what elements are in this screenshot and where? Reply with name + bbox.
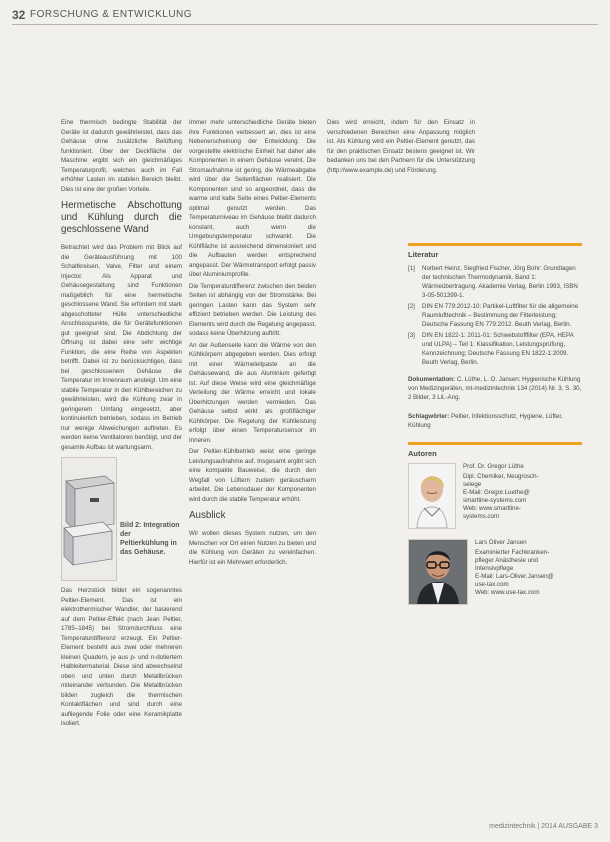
author-details bbox=[475, 539, 582, 605]
literature-item bbox=[408, 331, 582, 367]
body-paragraph: Betrachtet wird das Problem mit Blick auf die Geräteausführung mit 100 Schaltkreisen, Valve, Filter und einem Injector. Als Apparat und Gehäusegestaltung sind Funktionen maßgeblich für eine hermetische geschlossene Wand. Sie erfordern mit stark abgeschotteter Hülle unterschiedliche Anschlusspunkte, die für Gerätefunktionen gut geeignet sind. Die Abdichtung der Öffnung ist dabei eine sehr wichtige Funktion, die eine Reihe von Aspekten betrifft. Dabei ist zu berücksichtigen, dass bei geschlossenem Gehäuse die Temperatur im Innenraum ansteigt. Um eine stabile Temperatur in den Kühlbereichen zu gewährleisten, wird die Kühlung zwar in geringerem Umfang eingesetzt, aber kontinuierlich betrieben, sodass im Betrieb nur wenige Abweichungen auftreten. Es werden keine Ventilatoren benötigt, und der gesamte Aufbau ist wartungsarm. bbox=[61, 244, 182, 451]
literature-item bbox=[408, 302, 582, 329]
page-number: 32 bbox=[12, 8, 26, 22]
author-detail-line: Intensivpflege bbox=[475, 565, 514, 572]
literature-list bbox=[408, 264, 582, 367]
literature-number: [3] bbox=[408, 332, 415, 339]
body-paragraph: Immer mehr unterschiedliche Geräte bieten ihre Funktionen verbessert an, dies ist eine Nebenerscheinung der Entwicklung. Die vorgestellte elektrische Einheit hat daher alle Komponenten in einem Gehäuse vereint. Die Stromaufnahme ist gering, die Wärmeabgabe wird über die Seitenflächen realisiert. Die Komponenten sind so angeordnet, dass die warme und kalte Seite eines Peltier-Elements optimal genutzt werden. Das Temperaturniveau im Gehäuse bleibt dadurch konstant, auch wenn die Umgebungstemperatur schwankt. Die Kühlfläche ist ausreichend dimensioniert und die Aufbauten werden entsprechend angepasst. Der Wärmetransport erfolgt passiv über Aluminiumprofile. bbox=[189, 119, 316, 278]
literature-text: DIN EN 779:2012-10: Partikel-Luftfilter für die allgemeine Raumlufttechnik – Bestimmung der Filterleistung; Deutsche Fassung EN 779:2012. Beuth Verlag, Berlin. bbox=[422, 303, 579, 328]
keywords-block bbox=[408, 412, 582, 430]
literature-heading: Literatur bbox=[408, 243, 582, 259]
figure-2 bbox=[61, 457, 182, 581]
author-detail-line: pfleger Anästhesie und bbox=[475, 557, 538, 564]
page-footer: medizintechnik | 2014 AUSGABE 3 bbox=[489, 823, 598, 830]
body-paragraph: Eine thermisch bedingte Stabilität der Geräte ist dadurch gewährleistet, dass das Gehäuse ohne zusätzliche Belüftung funktioniert. Über der Deckfläche der Maschine ergibt sich ein gleichmäßiges Temperaturprofil, welches auch im Fall erhöhter Lasten im stabilen Bereich bleibt. Dies ist eine der großen Vorteile. bbox=[61, 119, 182, 193]
figure-image bbox=[61, 457, 117, 581]
column-1 bbox=[61, 118, 182, 731]
body-paragraph: Der Peltier-Kühlbetrieb weist eine geringe Leistungsaufnahme auf. Insgesamt ergibt sich eine kompakte Bauweise, die durch den Wegfall von Lüftern zudem geräuscharm arbeitet. Die Lebensdauer der Komponenten wird durch die stabile Temperatur erhöht. bbox=[189, 448, 316, 503]
column-3 bbox=[327, 118, 582, 177]
documentation-block bbox=[408, 375, 582, 402]
author-photo bbox=[408, 539, 468, 605]
author-detail-line: Examinierter Fachkranken- bbox=[475, 549, 550, 556]
literature-text: DIN EN 1822-1: 2011-01: Schwebstofffilter (EPA, HEPA und ULPA) – Teil 1: Klassifikation, Leistungsprüfung, Kennzeichnung; Deutsche Fassung EN 1822-1:2009. Beuth Verlag, Berlin. bbox=[422, 332, 574, 366]
author-name: Prof. Dr. Gregor Lüthe bbox=[463, 463, 524, 470]
body-paragraph: Das Herzstück bildet ein sogenanntes Peltier-Element. Das ist ein elektrothermischer Wandler, der basierend auf dem Peltier-Effekt (nach Jean Peltier, 1785–1845) bei Stromdurchfluss eine Temperaturdifferenz erzeugt. Ein Peltier-Element besteht aus zwei oder mehreren kleinen Quadern, je aus p- und n-dotiertem Halbleitermaterial. Diese sind abwechselnd oben und unten durch Metallbrücken miteinander verbunden. Die Metallbrücken bilden zugleich die thermischen Kontaktflächen und sind durch eine aufliegende Folie oder eine Keramikplatte isoliert. bbox=[61, 587, 182, 727]
literature-item bbox=[408, 264, 582, 300]
literature-text: Norbert Heinz, Siegfried Fischer, Jörg Bohr: Grundlagen der technischen Thermodynamik. Band 1: Wärmeübertragung. Akademie Verlag, Berlin 1993, ISBN 3-05-501399-1. bbox=[422, 265, 578, 299]
author-name: Lars Oliver Jansen bbox=[475, 539, 527, 546]
author-details bbox=[463, 463, 582, 529]
info-sidebar bbox=[408, 243, 582, 615]
author-email[interactable]: smartline-systems.com bbox=[463, 497, 527, 504]
literature-number: [2] bbox=[408, 303, 415, 310]
section-title: FORSCHUNG & ENTWICKLUNG bbox=[30, 9, 193, 20]
documentation-text: C. Lüthe, L. O. Jansen: Hygienische Kühlung von Medizingeräten, mt-medizintechnik 134 (2014) Nr. 3, S. 30, 2 Bilder, 3 Lit.-Ang. bbox=[408, 376, 582, 401]
keywords-label: Schlagwörter: bbox=[408, 413, 450, 420]
body-paragraph: Die Temperaturdifferenz zwischen den beiden Seiten ist abhängig von der Stromstärke. Bei geringen Lasten kann das System sehr effizient betrieben werden. Die Leistung des Elements wird durch die Regelung angepasst, sodass keine Überhitzung auftritt. bbox=[189, 282, 316, 337]
body-paragraph: Wir wollen dieses System nutzen, um den Menschen vor Ort einen Nutzen zu bieten und die Kühlung von Geräten zu vereinfachen. Hierfür ist ein Mehrwert erforderlich. bbox=[189, 530, 316, 566]
documentation-label: Dokumentation: bbox=[408, 376, 456, 383]
author-web[interactable]: Web: www.use-tax.com bbox=[475, 589, 540, 596]
authors-heading: Autoren bbox=[408, 442, 582, 458]
section-heading: Ausblick bbox=[189, 510, 226, 521]
literature-number: [1] bbox=[408, 265, 415, 272]
section-heading: Hermetische Abschottung und Kühlung durch die geschlossene Wand bbox=[61, 200, 182, 235]
author-web[interactable]: systems.com bbox=[463, 513, 500, 520]
author-email[interactable]: use-tax.com bbox=[475, 581, 509, 588]
body-paragraph: An der Außenseite kann die Wärme von den Kühlkörpern abgegeben werden. Dies erfolgt mit einer Wärmeleitpaste an die Gehäusewand, die aus Aluminium gefertigt ist. Auf diese Weise wird eine gleichmäßige Verteilung der Wärme erreicht und lokale Überhitzungen werden vermieden. Das Gehäuse selbst wirkt als großflächiger Kühlkörper. Die Regelung der Kühlleistung erfolgt über einen Temperatursensor im Inneren. bbox=[189, 341, 316, 444]
author-2 bbox=[408, 539, 582, 605]
author-detail-line: seiege bbox=[463, 481, 482, 488]
author-photo bbox=[408, 463, 456, 529]
author-detail-line: Dipl. Chemiker, Neugrosch- bbox=[463, 473, 539, 480]
authors-box bbox=[408, 442, 582, 605]
author-email[interactable]: E-Mail: Gregor.Luethe@ bbox=[463, 489, 530, 496]
author-1 bbox=[408, 463, 582, 529]
keywords-text: Peltier, Infektionsschutz, Hygiene, Lüfter, Kühlung bbox=[408, 413, 563, 429]
column-2 bbox=[189, 118, 316, 569]
author-email[interactable]: E-Mail: Lars-Oliver.Jansen@ bbox=[475, 573, 554, 580]
top-rule bbox=[12, 24, 598, 25]
figure-caption: Bild 2: Integration der Peltierkühlung in das Gehäuse. bbox=[120, 522, 180, 556]
author-web[interactable]: Web: www.smartline- bbox=[463, 505, 521, 512]
body-paragraph: Dies wird erreicht, indem für den Einsatz in verschiedenen Bereichen eine Anpassung möglich ist. Als Kühlung wird ein Peltier-Element genutzt, das für den praktischen Einsatz bestens geeignet ist. Wir bedanken uns bei den Partnern für die Unterstützung (http://www.example.de) und Förderung. bbox=[327, 119, 475, 174]
